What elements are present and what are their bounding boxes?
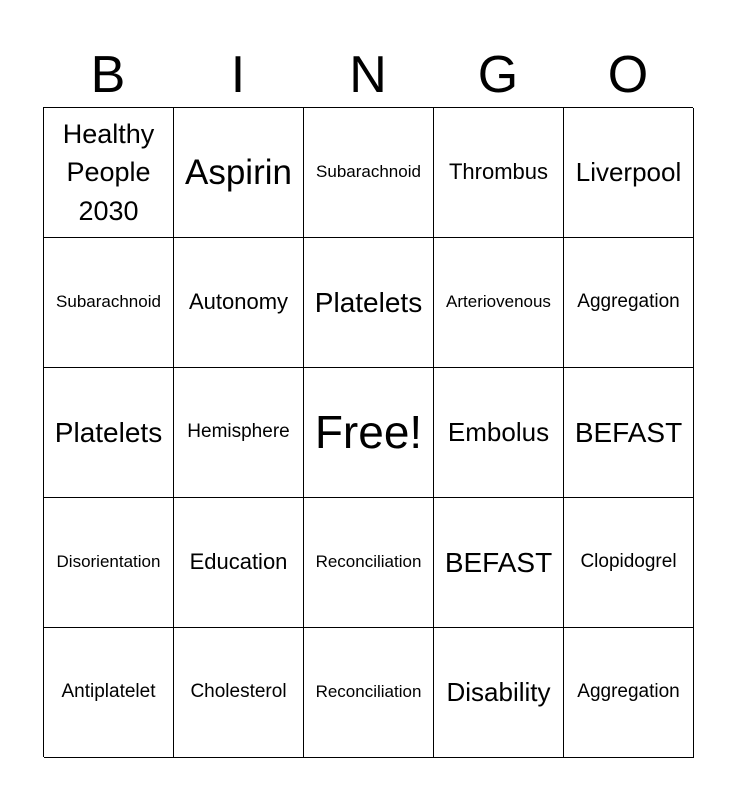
cell-label: Cholesterol <box>190 681 287 703</box>
bingo-cell-free[interactable] <box>304 368 434 498</box>
bingo-cell-r1-c1[interactable] <box>44 108 174 238</box>
bingo-cell-r2-c2[interactable] <box>174 238 304 368</box>
bingo-cell-r4-c5[interactable] <box>564 498 694 628</box>
bingo-cell-r1-c2[interactable] <box>174 108 304 238</box>
cell-label: BEFAST <box>444 546 553 578</box>
bingo-cell-r4-c1[interactable] <box>44 498 174 628</box>
bingo-cell-r3-c4[interactable] <box>434 368 564 498</box>
cell-label: Antiplatelet <box>61 681 156 703</box>
bingo-cell-r3-c1[interactable] <box>44 368 174 498</box>
cell-label: Arteriovenous <box>446 292 551 312</box>
cell-label: Platelets <box>54 416 163 448</box>
bingo-cell-r2-c4[interactable] <box>434 238 564 368</box>
header-letter-o: O <box>607 46 649 104</box>
bingo-cell-r2-c3[interactable] <box>304 238 434 368</box>
cell-label: Aggregation <box>577 291 680 313</box>
cell-label: Healthy People 2030 <box>62 119 155 226</box>
cell-label: Reconciliation <box>315 552 422 572</box>
cell-label: Aspirin <box>185 152 292 192</box>
bingo-cell-r1-c3[interactable] <box>304 108 434 238</box>
cell-label: Platelets <box>314 286 423 318</box>
cell-label: Liverpool <box>575 156 682 187</box>
cell-label: Autonomy <box>188 289 289 315</box>
free-space-label: Free! <box>314 405 423 458</box>
bingo-cell-r4-c2[interactable] <box>174 498 304 628</box>
bingo-cell-r2-c5[interactable] <box>564 238 694 368</box>
header-letter-g: G <box>477 46 519 104</box>
cell-label: Subarachnoid <box>316 162 421 182</box>
bingo-cell-r5-c2[interactable] <box>174 628 304 758</box>
cell-label: Disorientation <box>56 552 161 572</box>
header-letter-b: B <box>90 46 126 104</box>
cell-label: Education <box>189 549 288 575</box>
bingo-cell-r5-c1[interactable] <box>44 628 174 758</box>
bingo-cell-r2-c1[interactable] <box>44 238 174 368</box>
cell-label: Clopidogrel <box>580 551 677 573</box>
cell-label: Thrombus <box>448 159 549 185</box>
bingo-cell-r3-c5[interactable] <box>564 368 694 498</box>
bingo-cell-r1-c4[interactable] <box>434 108 564 238</box>
cell-label: Subarachnoid <box>56 292 161 312</box>
bingo-cell-r5-c3[interactable] <box>304 628 434 758</box>
cell-label: Disability <box>446 676 551 707</box>
bingo-cell-r4-c3[interactable] <box>304 498 434 628</box>
cell-label: Embolus <box>447 416 550 447</box>
cell-label: BEFAST <box>574 416 683 448</box>
bingo-cell-r5-c4[interactable] <box>434 628 564 758</box>
bingo-cell-r4-c4[interactable] <box>434 498 564 628</box>
bingo-card-grid <box>43 107 693 757</box>
bingo-cell-r5-c5[interactable] <box>564 628 694 758</box>
bingo-cell-r1-c5[interactable] <box>564 108 694 238</box>
bingo-cell-r3-c2[interactable] <box>174 368 304 498</box>
cell-label: Reconciliation <box>315 682 422 702</box>
header-letter-n: N <box>349 46 387 104</box>
header-letter-i: I <box>230 46 246 104</box>
cell-label: Hemisphere <box>187 421 290 443</box>
bingo-header <box>43 44 693 106</box>
cell-label: Aggregation <box>577 681 680 703</box>
